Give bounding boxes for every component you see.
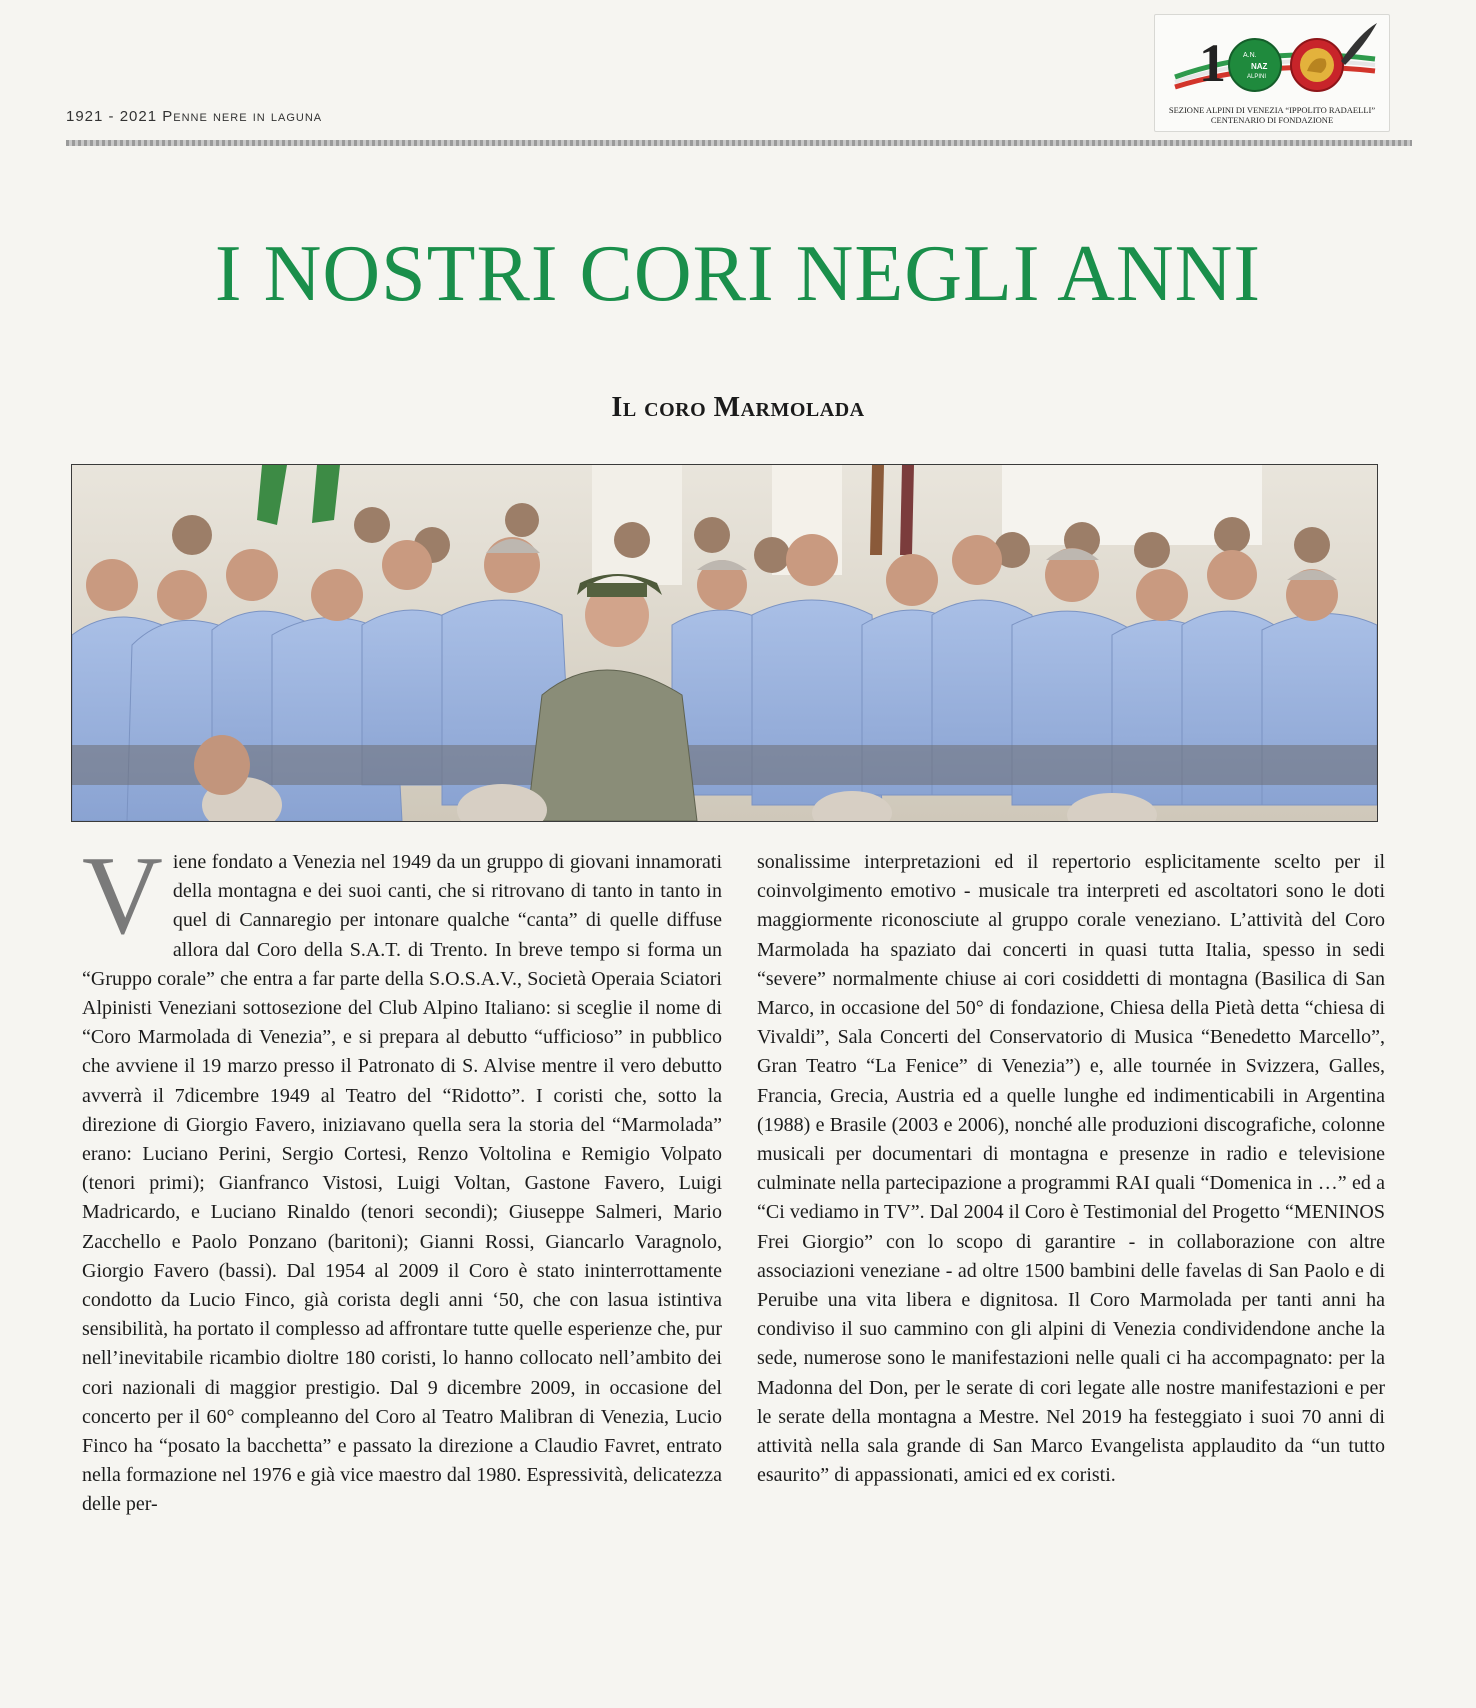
drop-cap: V (82, 834, 163, 958)
choir-group-photo-icon (72, 465, 1377, 821)
logo-ribbon-text-3: ALPINI (1247, 74, 1267, 80)
running-head: 1921 - 2021 Penne nere in laguna (66, 108, 323, 125)
left-column (82, 834, 722, 1520)
choir-photo (71, 464, 1378, 822)
logo-numeral: 1 (1199, 33, 1226, 93)
article-title: I NOSTRI CORI NEGLI ANNI (214, 230, 1262, 318)
logo-ribbon-text-2: NAZ (1251, 62, 1268, 71)
right-column (757, 848, 1385, 1490)
centenary-emblem-icon (1155, 15, 1389, 105)
logo-caption-line-1: SEZIONE ALPINI DI VENEZIA “IPPOLITO RADAELLI” (1168, 105, 1376, 115)
logo-caption-line-2: CENTENARIO DI FONDAZIONE (1210, 115, 1334, 125)
logo-ribbon-text-1: A.N. (1243, 52, 1257, 59)
article-subtitle: Il coro Marmolada (611, 392, 865, 423)
header-rule (66, 140, 1412, 146)
centenary-logo (1154, 14, 1390, 132)
left-column-text: iene fondato a Venezia nel 1949 da un gruppo di giovani innamorati della montagna e dei suoi canti, che si ritrovano di tanto in tanto in quel di Cannaregio per intonare qualche “canta” di quelle diffuse allora dal Coro della S.A.T. di Trento. In breve tempo si forma un “Gruppo corale” che entra a far parte della S.O.S.A.V., Società Operaia Sciatori Alpinisti Veneziani sottosezione del Club Alpino Italiano: si sceglie il nome di “Coro Marmolada di Venezia”, e si prepara al debutto “ufficioso” in pubblico che avviene il 19 marzo presso il Patronato di S. Alvise mentre il vero debutto avverrà il 7dicembre 1949 al Teatro del “Ridotto”. I coristi che, sotto la direzione di Giorgio Favero, iniziavano quella sera la storia del “Marmolada” erano: Luciano Perini, Sergio Cortesi, Renzo Voltolina e Remigio Volpato (tenori primi); Gianfranco Vistosi, Luigi Voltan, Gastone Favero, Luigi Madricardo, e Luciano Rinaldo (tenori secondi); Giuseppe Salmeri, Mario Zacchello e Paolo Ponzano (baritoni); Gianni Rossi, Giancarlo Varagnolo, Giorgio Favero (bassi). Dal 1954 al 2009 il Coro è stato ininterrottamente condotto da Lucio Finco, già corista degli anni ‘50, che con lasua istintiva sensibilità, ha portato il complesso ad affrontare tutte quelle esperienze che, pur nell’inevitabile ricambio dioltre 180 coristi, lo hanno collocato nell’ambito dei cori nazionali di maggior prestigio. Dal 9 dicembre 2009, in occasione del concerto per il 60° compleanno del Coro al Teatro Malibran di Venezia, Lucio Finco ha “posato la bacchetta” e passato la direzione a Claudio Favret, entrato nella formazione nel 1976 e già vice maestro dal 1980. Espressività, delicatezza delle per- (82, 851, 722, 1516)
right-column-text: sonalissime interpretazioni ed il repertorio esplicitamente scelto per il coinvolgimento emotivo - musicale tra interpreti ed ascoltatori sono le doti maggiormente riconosciute al gruppo corale veneziano. L’attività del Coro Marmolada ha spaziato dai concerti in quasi tutta Italia, spesso in sedi “severe” normalmente chiuse ai cori cosiddetti di montagna (Basilica di San Marco, in occasione del 50° di fondazione, Chiesa della Pietà detta “chiesa di Vivaldi”, Sala Concerti del Conservatorio di Musica “Benedetto Marcello”, Gran Teatro “La Fenice” di Venezia”) e, alle tournée in Svizzera, Galles, Francia, Grecia, Austria ed a quelle lunghe ed indimenticabili in Argentina (1988) e Brasile (2003 e 2006), nonché alle produzioni discografiche, colonne musicali per documentari di montagna e presenze in radio e televisione culminate nella partecipazione a programmi RAI quali “Domenica in …” ed a “Ci vediamo in TV”. Dal 2004 il Coro è Testimonial del Progetto “MENINOS Frei Giorgio” con lo scopo di garantire - in collaborazione con altre associazioni veneziane - ad oltre 1500 bambini delle favelas di San Paolo e di Peruibe una vita libera e dignitosa. Il Coro Marmolada per tanti anni ha condiviso il suo cammino con gli alpini di Venezia condividendone anche la sede, numerose sono le manifestazioni nelle quali ci ha accompagnato: per la Madonna del Don, per le serate di cori legate alle nostre manifestazioni e per le serate della montagna a Mestre. Nel 2019 ha festeggiato i suoi 70 anni di attività nella sala grande di San Marco Evangelista applaudito da “un tutto esaurito” di appassionati, amici ed ex coristi. (757, 851, 1385, 1487)
